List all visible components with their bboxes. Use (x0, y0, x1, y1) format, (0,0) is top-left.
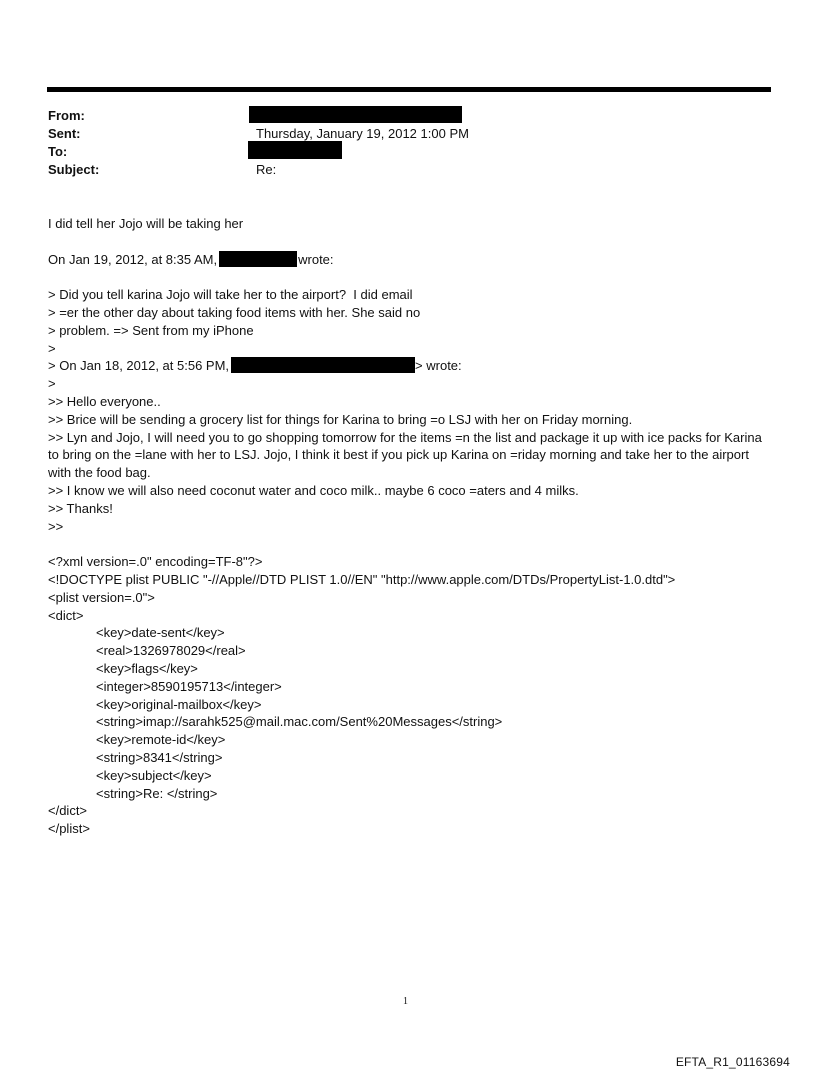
quote1-line: > Did you tell karina Jojo will take her to the airport? I did email (48, 287, 413, 303)
quote2-line: >> I know we will also need coconut water and coco milk.. maybe 6 coco =aters and 4 milks. (48, 482, 579, 498)
plist-entry: <key>original-mailbox</key> (96, 696, 262, 712)
subject-value: Re: (256, 162, 277, 177)
plist-entry: <string>Re: </string> (96, 785, 218, 801)
plist-entry: <string>imap://sarahk525@mail.mac.com/Sent%20Messages</string> (96, 714, 503, 730)
sent-value: Thursday, January 19, 2012 1:00 PM (256, 126, 469, 141)
plist-entry: <key>remote-id</key> (96, 732, 226, 748)
plist-entry: <integer>8590195713</integer> (96, 678, 282, 694)
quote2-line: >> Brice will be sending a grocery list for things for Karina to bring =o LSJ with her on Friday morning. (48, 411, 633, 427)
quote2-line: >> Hello everyone.. (48, 393, 161, 409)
quote1-line: > problem. => Sent from my iPhone (48, 322, 254, 338)
plist-doctype: <!DOCTYPE plist PUBLIC "-//Apple//DTD PLIST 1.0//EN" "http://www.apple.com/DTDs/PropertyList-1.0.dtd"> (48, 571, 676, 587)
subject-label: Subject: (48, 162, 100, 177)
plist-entry: <string>8341</string> (96, 749, 223, 765)
message-body (48, 215, 768, 838)
quote1-line: > (48, 340, 56, 356)
to-label: To: (48, 144, 68, 159)
quote2-line: >> Thanks! (48, 500, 113, 516)
plist-entry: <key>subject</key> (96, 767, 212, 783)
plist-close-tag: </plist> (48, 821, 90, 837)
plist-xml-declaration: <?xml version=.0" encoding=TF-8"?> (48, 554, 263, 570)
page-number: 1 (403, 996, 408, 1007)
quote1-attribution-after: wrote: (298, 251, 334, 267)
plist-open-tag: <plist version=.0"> (48, 589, 155, 605)
plist-entry: <real>1326978029</real> (96, 643, 246, 659)
quote2-line: >> Lyn and Jojo, I will need you to go shopping tomorrow for the items =n the list and package it up with ice packs for Karina to bring on the =lane with her to LSJ. Jojo, I think it best if you pick up Karina on =riday morning and take her to the airport with the food bag. (48, 429, 762, 481)
dict-close-tag: </dict> (48, 803, 88, 819)
quote1-sender-redaction (219, 251, 297, 267)
plist-entry: <key>flags</key> (96, 660, 198, 676)
from-redaction (249, 106, 462, 123)
quote1-attribution-before: On Jan 19, 2012, at 8:35 AM, (48, 251, 218, 267)
plist-entry: <key>date-sent</key> (96, 625, 225, 641)
to-redaction (248, 141, 342, 159)
quote2-line: >> (48, 518, 64, 534)
quote2-attribution (48, 357, 768, 375)
quote2-line: > (48, 376, 56, 392)
dict-open-tag: <dict> (48, 607, 84, 623)
sent-label: Sent: (48, 126, 81, 141)
quote1-line: > =er the other day about taking food items with her. She said no (48, 304, 421, 320)
header-divider (47, 87, 771, 92)
reply-line: I did tell her Jojo will be taking her (48, 216, 244, 231)
from-label: From: (48, 108, 85, 123)
quote2-attribution-before: > On Jan 18, 2012, at 5:56 PM, (48, 358, 230, 374)
quote2-attribution-after: > wrote: (415, 358, 462, 374)
quote1-attribution (48, 251, 768, 269)
bates-number: EFTA_R1_01163694 (675, 1055, 790, 1069)
quote2-sender-redaction (231, 357, 415, 373)
